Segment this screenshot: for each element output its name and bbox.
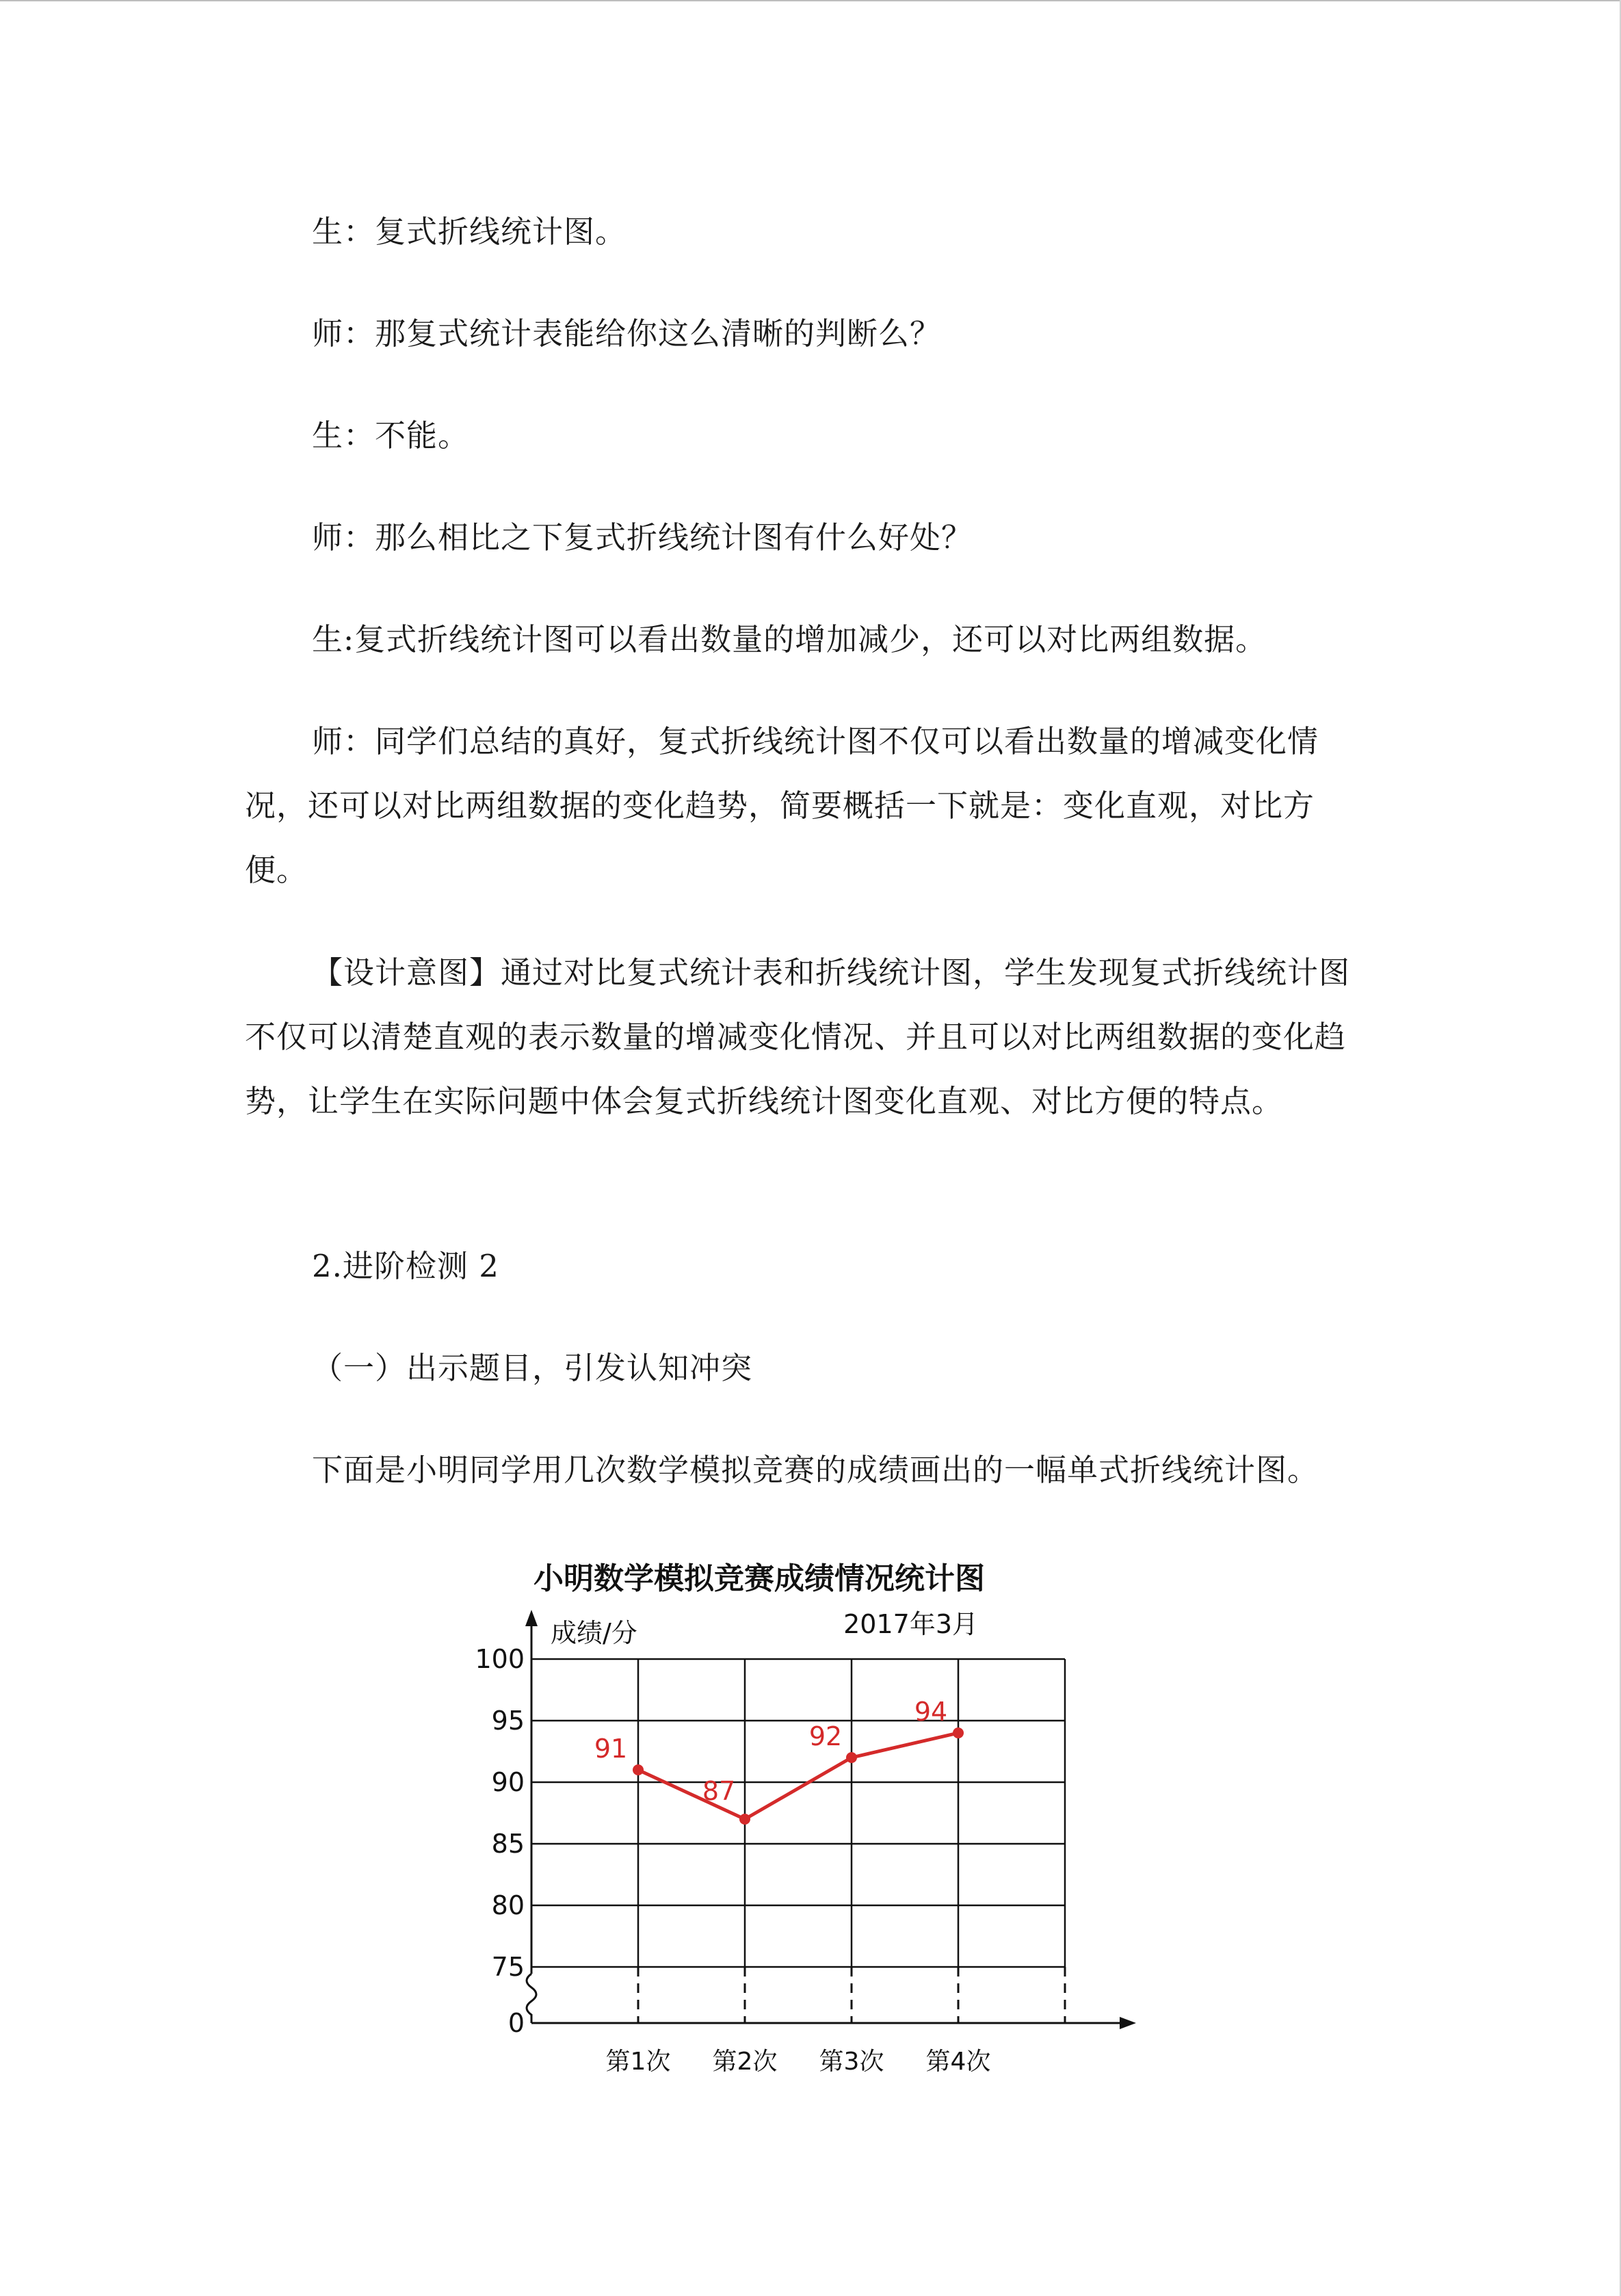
x-axis-arrow [1120,2017,1136,2029]
paragraph-teacher-summary: 师：同学们总结的真好，复式折线统计图不仅可以看出数量的增减变化情况，还可以对比两组数据的变化趋势，简要概括一下就是：变化直观，对比方便。 [245,723,1319,888]
paragraph-design-intent: 【设计意图】通过对比复式统计表和折线统计图，学生发现复式折线统计图不仅可以清楚直观的表示数量的增减变化情况、并且可以对比两组数据的变化趋势，让学生在实际问题中体会复式折线统计图变化直观、对比方便的特点。 [245,954,1351,1119]
data-point [953,1727,964,1738]
chart-y-ticks [475,1644,525,2038]
data-label: 91 [594,1734,628,1764]
line-chart-svg [438,1546,1163,2093]
data-label: 94 [914,1697,948,1727]
section-heading-advanced-check: 2.进阶检测 2 [312,1248,499,1284]
chart-series [594,1697,964,1825]
paragraph-student-answer-2: 生：不能。 [312,417,470,454]
y-axis-break-icon [527,1974,536,2023]
y-tick-label: 90 [491,1767,525,1797]
paragraph-chart-intro: 下面是小明同学用几次数学模拟竞赛的成绩画出的一幅单式折线统计图。 [312,1452,1319,1488]
paragraph-teacher-question-2: 师：那么相比之下复式折线统计图有什么好处？ [312,519,973,556]
x-category-label: 第4次 [925,2048,991,2076]
data-point [633,1764,644,1775]
paragraph-student-answer-3: 生:复式折线统计图可以看出数量的增加减少，还可以对比两组数据。 [312,621,1267,657]
data-point [846,1752,857,1763]
chart-title: 小明数学模拟竞赛成绩情况统计图 [533,1561,985,1596]
paragraph-teacher-question-1: 师：那复式统计表能给你这么清晰的判断么？ [312,315,942,352]
subsection-heading-show-problem: （一）出示题目，引发认知冲突 [312,1350,753,1386]
data-point [739,1814,750,1825]
x-category-label: 第2次 [712,2048,778,2076]
y-tick-label: 0 [508,2008,525,2038]
data-label: 87 [702,1776,736,1806]
y-tick-label: 85 [491,1829,525,1859]
data-label: 92 [808,1721,843,1751]
paragraph-student-answer-1: 生：复式折线统计图。 [312,213,627,250]
series-line [638,1733,958,1819]
y-tick-label: 95 [491,1706,525,1736]
chart-x-categories [606,2048,991,2076]
y-tick-label: 80 [491,1890,525,1920]
y-tick-label: 100 [475,1644,525,1674]
y-tick-label: 75 [491,1952,525,1982]
x-category-label: 第3次 [819,2048,884,2076]
chart-date-note: 2017年3月 [843,1609,978,1639]
chart-y-axis-label: 成绩/分 [551,1618,637,1648]
page-top-border [0,0,1621,1]
y-axis-arrow [525,1610,538,1626]
chart-grid [531,1659,1065,2023]
line-chart [438,1546,1163,2093]
x-category-label: 第1次 [605,2048,671,2076]
